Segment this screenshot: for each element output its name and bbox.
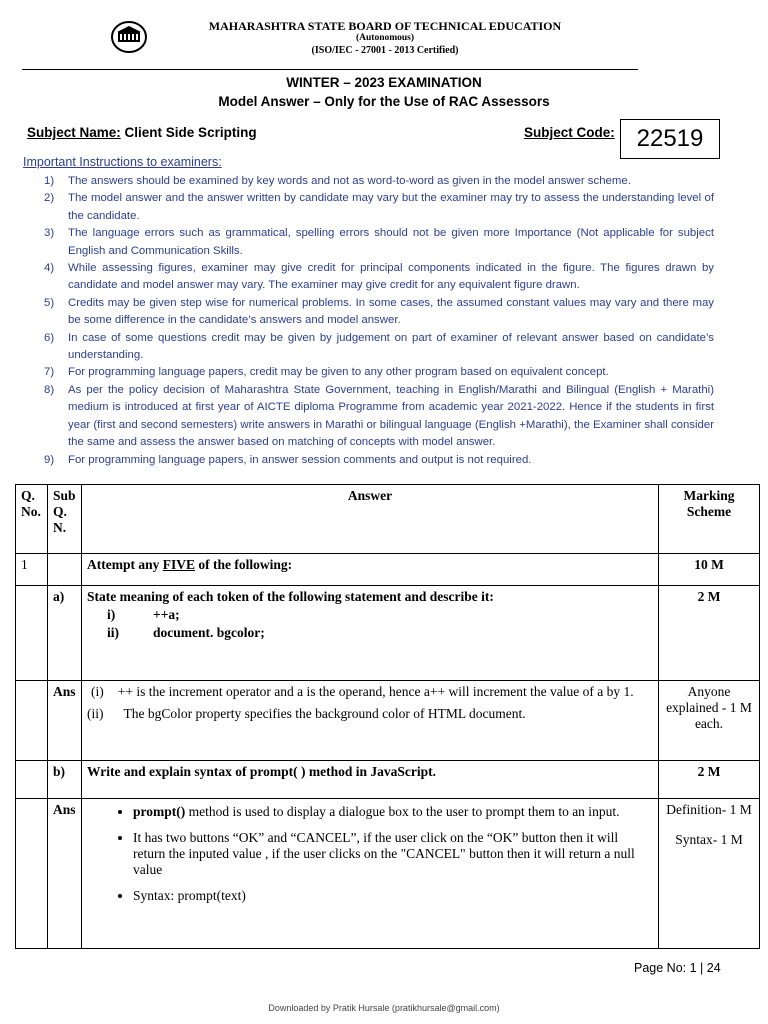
- instruction-item: [18, 452, 714, 469]
- qa-item: [87, 607, 653, 623]
- table-row: [16, 681, 760, 761]
- model-answer-title: Model Answer – Only for the Use of RAC Assessors: [218, 94, 550, 109]
- qb-marks-definition: Definition- 1 M: [666, 802, 752, 817]
- table-row: [16, 554, 760, 586]
- instruction-text: The model answer and the answer written by candidate may vary but the examiner may try to assess the understanding level of the candidate.: [68, 192, 714, 222]
- qa-item-text: ++a;: [153, 607, 180, 622]
- instruction-item: [18, 382, 714, 452]
- qb-sub: b): [48, 761, 82, 799]
- certification-label: (ISO/IEC - 27001 - 2013 Certified): [311, 45, 459, 56]
- list-item: [133, 804, 653, 820]
- qa-sub: a): [48, 586, 82, 681]
- qa-ans-empty: [16, 681, 48, 761]
- header-subq-line3: N.: [53, 520, 67, 535]
- instruction-number: 1): [44, 175, 55, 187]
- q1-instruction: [82, 554, 659, 586]
- msbte-logo: [110, 20, 148, 54]
- instruction-text: While assessing figures, examiner may give credit for principal components indicated in the figure. The figures drawn by candidate and model answer may vary. The examiner may give credit for any equivalent figure drawn.: [68, 262, 714, 292]
- qa-marks: 2 M: [659, 586, 760, 681]
- qa-answer: [82, 681, 659, 761]
- instruction-item: [18, 260, 714, 295]
- qa-item-roman: ii): [107, 625, 119, 640]
- qb-marks-syntax: Syntax- 1 M: [675, 832, 743, 847]
- qb-ans-empty: [16, 799, 48, 949]
- qb-marks: 2 M: [659, 761, 760, 799]
- page-number: Page No: 1 | 24: [634, 961, 721, 975]
- qa-item-roman: i): [107, 607, 116, 622]
- header-qno-line2: No.: [21, 504, 41, 519]
- qb-ans-label: Ans: [48, 799, 82, 949]
- header-divider: [22, 69, 638, 70]
- header-marking-line2: Scheme: [686, 504, 732, 519]
- instruction-number: 7): [44, 366, 55, 379]
- instruction-item: [18, 295, 714, 330]
- instruction-text: As per the policy decision of Maharashtra State Government, teaching in English/Marathi and Bilingual (English + Marathi) medium is introduced at first year of AICTE diploma Programme from academic year 2021-2022. Hence if the students in first year (first and second semesters) write answers in Marathi or bilingual language (English +Marathi), the Examiner shall consider the same and assess the answer based on matching of concepts with model answer.: [68, 383, 714, 449]
- subject-name: [27, 125, 257, 140]
- q1-sub-empty: [48, 554, 82, 586]
- instruction-number: 8): [44, 383, 55, 396]
- qa-answer-prefix: (i): [91, 684, 104, 699]
- instruction-text: The answers should be examined by key words and not as word-to-word as given in the model answer scheme.: [68, 175, 631, 187]
- header-marking-line1: Marking: [683, 488, 735, 503]
- table-row: [16, 799, 760, 949]
- autonomous-label: (Autonomous): [355, 33, 415, 43]
- header-marking: [659, 485, 760, 554]
- q1-number: 1: [16, 554, 48, 586]
- qb-answer: [82, 799, 659, 949]
- qa-question-text: State meaning of each token of the following statement and describe it:: [87, 589, 494, 604]
- header-answer: Answer: [82, 485, 659, 554]
- qa-ans-label: Ans: [48, 681, 82, 761]
- subject-code-label: Subject Code:: [524, 125, 615, 140]
- qa-question: [82, 586, 659, 681]
- qa-item-text: document. bgcolor;: [153, 625, 265, 640]
- qb-bullet1-bold: prompt(): [133, 804, 186, 819]
- q1-prefix: Attempt any: [87, 557, 163, 572]
- q1-suffix: of the following:: [195, 557, 293, 572]
- header-qno: [16, 485, 48, 554]
- header-subq-line1: Sub: [53, 488, 76, 503]
- table-header-row: [16, 485, 760, 554]
- instruction-item: [18, 330, 714, 365]
- header-subq: [48, 485, 82, 554]
- list-item: • Syntax: prompt(text): [133, 888, 653, 904]
- q1-emphasis: FIVE: [162, 557, 196, 572]
- subject-name-value: Client Side Scripting: [124, 125, 257, 140]
- instruction-number: 3): [44, 227, 55, 240]
- instruction-item: [18, 225, 714, 260]
- board-name: MAHARASHTRA STATE BOARD OF TECHNICAL EDUCATION: [208, 19, 562, 33]
- instruction-number: 5): [44, 296, 55, 309]
- header-qno-line1: Q.: [21, 488, 35, 503]
- instruction-item: [18, 190, 714, 225]
- qa-empty: [16, 586, 48, 681]
- instructions-heading: Important Instructions to examiners:: [23, 155, 222, 169]
- answer-table: [15, 484, 760, 949]
- qb-empty: [16, 761, 48, 799]
- instruction-number: 4): [44, 262, 55, 275]
- qa-ans-marks: Anyone explained - 1 M each.: [659, 681, 760, 761]
- exam-title: WINTER – 2023 EXAMINATION: [286, 75, 482, 90]
- instruction-number: 2): [44, 192, 55, 205]
- subject-name-label: Subject Name:: [27, 125, 121, 140]
- instruction-number: 9): [44, 453, 55, 466]
- instruction-number: 6): [44, 331, 55, 344]
- instruction-text: The language errors such as grammatical, spelling errors should not be given more Importance (Not applicable for subject English and Communication Skills.: [68, 227, 714, 257]
- qb-bullet1-rest: method is used to display a dialogue box to the user to prompt them to an input.: [185, 804, 620, 819]
- table-row: [16, 586, 760, 681]
- q1-marks: 10 M: [659, 554, 760, 586]
- subject-code-box: 22519: [620, 119, 720, 159]
- instruction-item: [18, 173, 714, 190]
- qa-answer-text: ++ is the increment operator and a is the operand, hence a++ will increment the value of a by 1.: [117, 684, 634, 699]
- qa-answer-prefix: (ii): [87, 706, 104, 721]
- instruction-text: For programming language papers, in answer session comments and output is not required.: [68, 453, 532, 466]
- download-footer: Downloaded by Pratik Hursale (pratikhursale@gmail.com): [268, 1003, 500, 1013]
- qa-answer-line: [87, 706, 653, 722]
- list-item: • It has two buttons “OK” and “CANCEL”, if the user click on the “OK” button then it will return the inputed value , if the user clicks on the "CANCEL" button then it will return a null value: [133, 830, 653, 878]
- instructions-list: [18, 173, 714, 469]
- instruction-text: In case of some questions credit may be given by judgement on part of examiner of relevant answer based on candidate’s understanding.: [68, 331, 714, 362]
- table-row: [16, 761, 760, 799]
- qa-item: [87, 625, 653, 641]
- instruction-item: [18, 364, 714, 381]
- instruction-text: Credits may be given step wise for numerical problems. In some cases, the assumed constant values may vary and there may be some difference in the candidate’s answers and model answer.: [68, 296, 714, 327]
- qa-answer-line: [87, 684, 653, 700]
- header-subq-line2: Q.: [53, 504, 67, 519]
- qb-ans-marks: [659, 799, 760, 949]
- qb-answer-list: [87, 804, 653, 904]
- qb-question: Write and explain syntax of prompt( ) method in JavaScript.: [82, 761, 659, 799]
- qa-answer-text: The bgColor property specifies the background color of HTML document.: [123, 706, 526, 721]
- instruction-text: For programming language papers, credit may be given to any other program based on equivalent concept.: [68, 366, 609, 379]
